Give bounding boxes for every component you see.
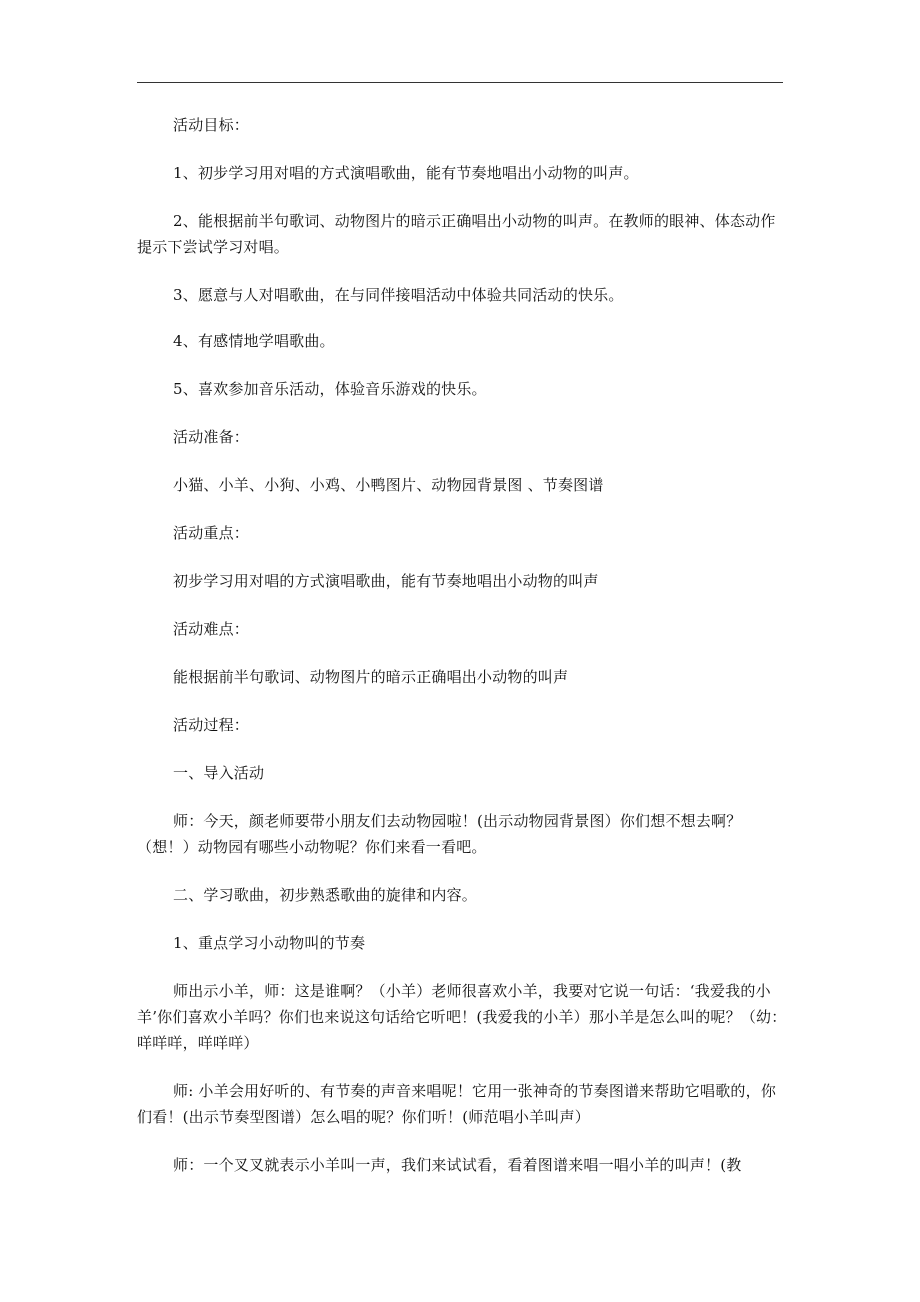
heading-difficulty: 活动难点： — [173, 620, 250, 638]
objective-4: 4、有感情地学唱歌曲。 — [173, 332, 335, 350]
heading-preparation: 活动准备： — [173, 428, 250, 446]
preparation-text: 小猫、小羊、小狗、小鸡、小鸭图片、动物园背景图 、节奏图谱 — [173, 476, 604, 494]
header-rule — [137, 82, 783, 83]
lamb-dialogue-paragraph: 师出示小羊，师：这是谁啊？（小羊）老师很喜欢小羊，我要对它说一句话：‘我爱我的小羊’你们喜欢小羊吗？你们也来说这句话给它听吧！(我爱我的小羊）那小羊是怎么叫的呢？（幼：咩咩咩，咩咩咩） — [137, 982, 787, 1052]
objective-3: 3、愿意与人对唱歌曲，在与同伴接唱活动中体验共同活动的快乐。 — [173, 286, 624, 304]
step-1-title: 1、重点学习小动物叫的节奏 — [173, 934, 366, 952]
heading-process: 活动过程： — [173, 716, 250, 734]
section-one-title: 一、导入活动 — [173, 764, 265, 782]
difficulty-text: 能根据前半句歌词、动物图片的暗示正确唱出小动物的叫声 — [173, 668, 569, 686]
heading-objectives: 活动目标： — [173, 116, 250, 134]
heading-key-point: 活动重点： — [173, 524, 250, 542]
objective-2: 2、能根据前半句歌词、动物图片的暗示正确唱出小动物的叫声。在教师的眼神、体态动作提示下尝试学习对唱。 — [137, 212, 776, 256]
cross-symbol-paragraph: 师：一个叉叉就表示小羊叫一声，我们来试试看，看着图谱来唱一唱小羊的叫声！(教 — [173, 1156, 742, 1174]
teacher-intro-paragraph: 师：今天，颜老师要带小朋友们去动物园啦！(出示动物园背景图）你们想不想去啊？（想！）动物园有哪些小动物呢？你们来看一看吧。 — [137, 812, 742, 856]
section-two-title: 二、学习歌曲，初步熟悉歌曲的旋律和内容。 — [173, 886, 478, 904]
rhythm-chart-paragraph: 师: 小羊会用好听的、有节奏的声音来唱呢！它用一张神奇的节奏图谱来帮助它唱歌的，你们看！(出示节奏型图谱）怎么唱的呢？你们听！(师范唱小羊叫声） — [137, 1082, 777, 1126]
objective-5: 5、喜欢参加音乐活动，体验音乐游戏的快乐。 — [173, 380, 487, 398]
objective-1: 1、初步学习用对唱的方式演唱歌曲，能有节奏地唱出小动物的叫声。 — [173, 164, 639, 182]
key-point-text: 初步学习用对唱的方式演唱歌曲，能有节奏地唱出小动物的叫声 — [173, 572, 599, 590]
